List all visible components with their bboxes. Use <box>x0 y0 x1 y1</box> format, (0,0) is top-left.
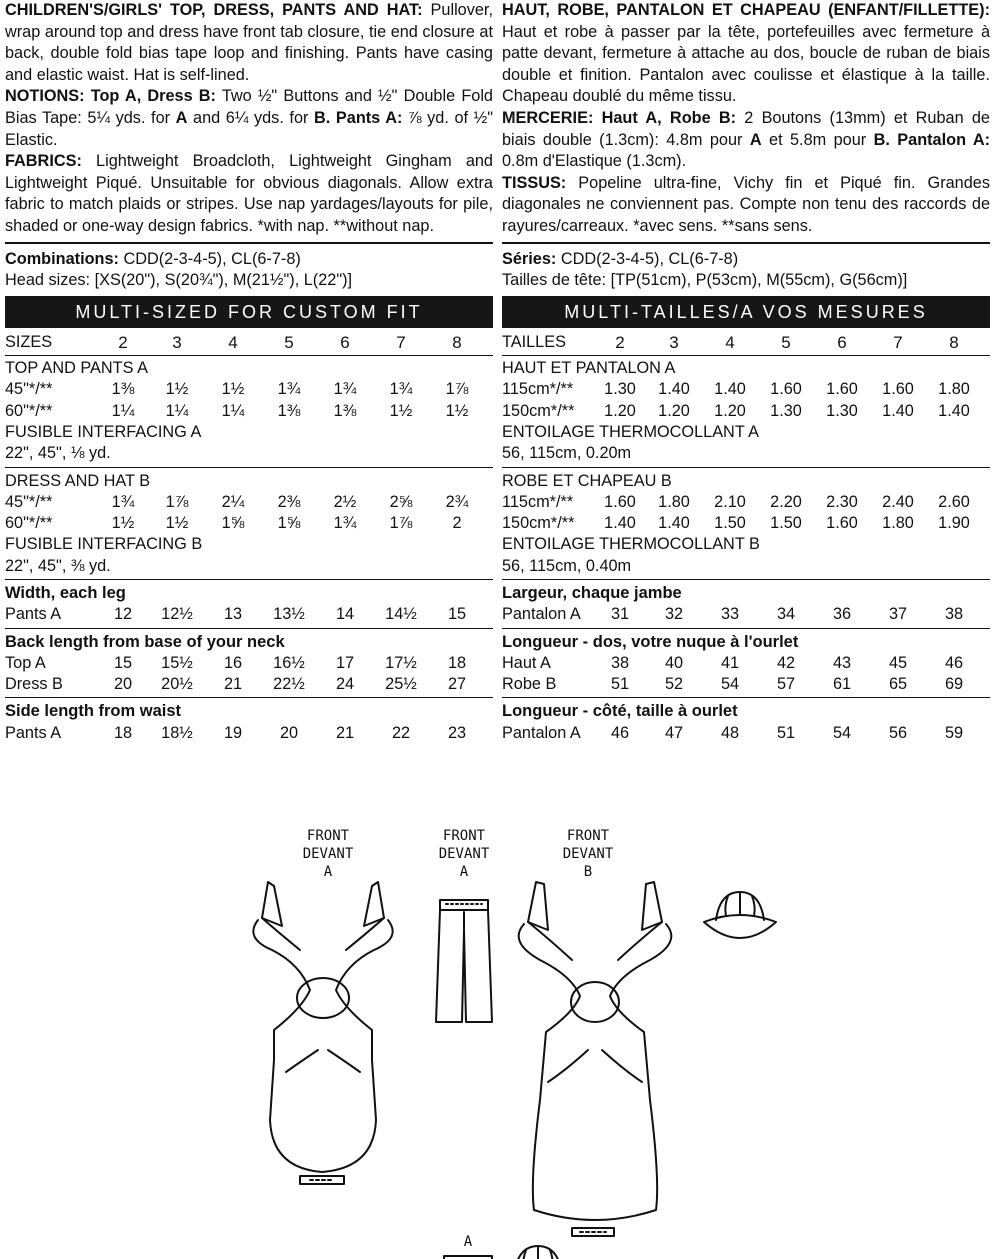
caption: DEVANT <box>562 846 614 862</box>
measure-heading: Longueur - côté, taille à ourlet <box>502 702 738 721</box>
dress-b-drawing <box>519 882 672 1236</box>
measure-heading: Back length from base of your neck <box>5 632 285 651</box>
table-row: 60"*/** 1½ 1½ 1⅝ 1⅝ 1¾ 1⅞ 2 <box>5 514 462 533</box>
sizes-header-row: TAILLES 2 3 4 5 6 7 8 <box>502 332 990 356</box>
caption: FRONT <box>442 828 486 844</box>
pants-a-drawing <box>436 900 492 1022</box>
divider <box>5 579 493 580</box>
pattern-title: HAUT, ROBE, PANTALON ET CHAPEAU (ENFANT/FILLETTE): <box>502 1 990 19</box>
table-row: Top A 15 15½ 16 16½ 17 17½ 18 <box>5 653 467 672</box>
table-row: 150cm*/** 1.20 1.20 1.20 1.30 1.30 1.40 1.40 <box>502 401 970 420</box>
section-heading: HAUT ET PANTALON A <box>502 359 676 378</box>
english-column <box>5 0 493 744</box>
section-heading: ENTOILAGE THERMOCOLLANT A <box>502 422 759 441</box>
caption: A <box>463 1234 473 1250</box>
section-heading: DRESS AND HAT B <box>5 471 151 490</box>
table-row: Pants A 12 12½ 13 13½ 14 14½ 15 <box>5 605 467 624</box>
multi-size-banner: MULTI-TAILLES/A VOS MESURES <box>502 296 990 328</box>
section-heading: ENTOILAGE THERMOCOLLANT B <box>502 535 760 554</box>
description-paragraph: HAUT, ROBE, PANTALON ET CHAPEAU (ENFANT/FILLETTE): Haut et robe à passer par la tête, portefeuilles avec fermeture à patte devant, fermeture à attache au dos, boucle de ruban de biais double et finition. Pantalon avec coulisse et élastique à la taille. Chapeau doublé du même tissu. <box>502 1 990 106</box>
caption: DEVANT <box>438 846 490 862</box>
french-column <box>502 0 990 744</box>
table-row: Pantalon A 46 47 48 51 54 56 59 <box>502 723 964 742</box>
caption: A <box>323 864 333 880</box>
table-row: Dress B 20 20½ 21 22½ 24 25½ 27 <box>5 675 467 694</box>
combinations: Combinations: CDD(2-3-4-5), CL(6-7-8) <box>5 249 301 268</box>
divider <box>5 467 493 468</box>
measure-heading: Width, each leg <box>5 583 126 602</box>
divider <box>5 242 493 244</box>
head-sizes: Head sizes: [XS(20"), S(20¾"), M(21½"), L(22")] <box>5 271 353 290</box>
fabrics-paragraph: TISSUS: Popeline ultra-fine, Vichy fin et Piqué fin. Grandes diagonales ne conviennent pas. Compte non tenu des raccords de rayures/carreaux. *avec sens. **sans sens. <box>502 173 990 235</box>
caption: FRONT <box>306 828 350 844</box>
divider <box>5 697 493 698</box>
divider <box>502 242 990 244</box>
table-row: 45"*/** 1⅜ 1½ 1½ 1¾ 1¾ 1¾ 1⅞ <box>5 380 469 399</box>
measure-heading: Side length from waist <box>5 702 182 721</box>
technical-drawings <box>0 800 993 1259</box>
caption: A <box>459 864 469 880</box>
table-row: Haut A 38 40 41 42 43 45 46 <box>502 653 964 672</box>
combinations: Séries: CDD(2-3-4-5), CL(6-7-8) <box>502 249 739 268</box>
section-heading: TOP AND PANTS A <box>5 359 148 378</box>
caption: FRONT <box>566 828 610 844</box>
interfacing-amount: 22", 45", ⅛ yd. <box>5 444 111 463</box>
interfacing-amount: 22", 45", ⅜ yd. <box>5 556 111 575</box>
hat-b-drawing <box>704 892 776 938</box>
section-heading: FUSIBLE INTERFACING A <box>5 422 202 441</box>
interfacing-amount: 56, 115cm, 0.40m <box>502 556 632 575</box>
measure-heading: Longueur - dos, votre nuque à l'ourlet <box>502 632 799 651</box>
section-heading: ROBE ET CHAPEAU B <box>502 471 672 490</box>
divider <box>5 628 493 629</box>
hat-a-drawing <box>502 1246 574 1259</box>
pattern-title: CHILDREN'S/GIRLS' TOP, DRESS, PANTS AND HAT: <box>5 1 423 19</box>
measure-heading: Largeur, chaque jambe <box>502 583 682 602</box>
multi-size-banner: MULTI-SIZED FOR CUSTOM FIT <box>5 296 493 328</box>
table-row: 115cm*/** 1.30 1.40 1.40 1.60 1.60 1.60 1.80 <box>502 380 970 399</box>
table-row: Pantalon A 31 32 33 34 36 37 38 <box>502 605 964 624</box>
divider <box>502 579 990 580</box>
section-heading: FUSIBLE INTERFACING B <box>5 535 203 554</box>
table-row: 115cm*/** 1.60 1.80 2.10 2.20 2.30 2.40 2.60 <box>502 492 970 511</box>
table-row: 60"*/** 1¼ 1¼ 1¼ 1⅜ 1⅜ 1½ 1½ <box>5 401 469 420</box>
notions-paragraph: NOTIONS: Top A, Dress B: Two ½" Buttons and ½" Double Fold Bias Tape: 5¼ yds. for A and 6¼ yds. for B. Pants A: ⅞ yd. of ½" Elastic. <box>5 87 493 149</box>
top-a-drawing <box>253 882 392 1184</box>
divider <box>502 467 990 468</box>
head-sizes: Tailles de tête: [TP(51cm), P(53cm), M(55cm), G(56cm)] <box>502 271 908 290</box>
description-paragraph: CHILDREN'S/GIRLS' TOP, DRESS, PANTS AND HAT: Pullover, wrap around top and dress have front tab closure, tie end closure at back, double fold bias tape loop and finishing. Pants have casing and elastic waist. Hat is self-lined. <box>5 1 493 84</box>
table-row: 45"*/** 1¾ 1⅞ 2¼ 2⅜ 2½ 2⅝ 2¾ <box>5 492 469 511</box>
caption: B <box>583 864 593 880</box>
table-row: Pants A 18 18½ 19 20 21 22 23 <box>5 723 467 742</box>
caption: DEVANT <box>302 846 354 862</box>
table-row: Robe B 51 52 54 57 61 65 69 <box>502 675 964 694</box>
notions-paragraph: MERCERIE: Haut A, Robe B: 2 Boutons (13mm) et Ruban de biais double (1.3cm): 4.8m pour A et 5.8m pour B. Pantalon A: 0.8m d'Elastique (1.3cm). <box>502 108 990 171</box>
divider <box>502 697 990 698</box>
fabrics-paragraph: FABRICS: Lightweight Broadcloth, Lightweight Gingham and Lightweight Piqué. Unsuitable for obvious diagonals. Allow extra fabric to match plaids or stripes. Use nap yardages/layouts for pile, shaded or one-way design fabrics. *with nap. **without nap. <box>5 152 493 235</box>
table-row: 150cm*/** 1.40 1.40 1.50 1.50 1.60 1.80 1.90 <box>502 514 970 533</box>
sizes-header-row: SIZES 2 3 4 5 6 7 8 <box>5 332 493 356</box>
divider <box>502 628 990 629</box>
interfacing-amount: 56, 115cm, 0.20m <box>502 444 632 463</box>
